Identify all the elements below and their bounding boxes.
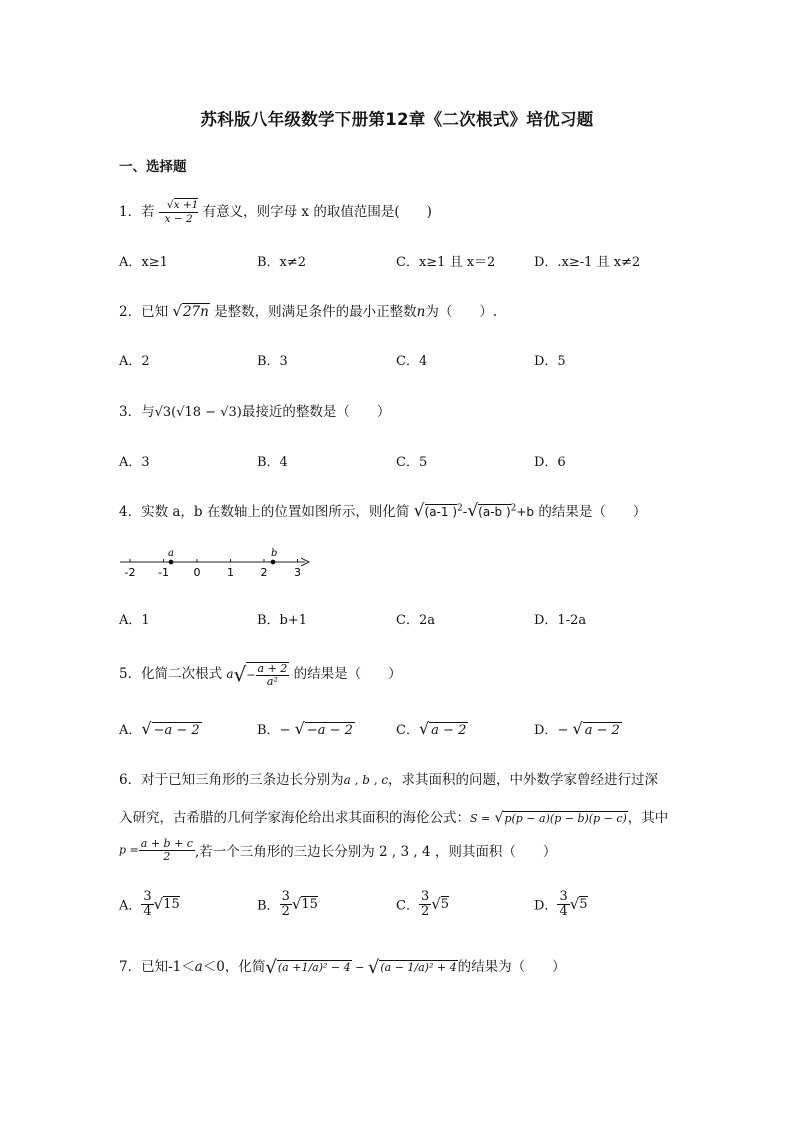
question-7: 7．已知-1＜a＜0，化简√(a +1/a)² − 4 − √(a − 1/a)² + 4的结果为（ ） [119, 957, 566, 978]
q6-option-a: A． $\frac{3}{4}$ √15 [119, 889, 180, 919]
q5-option-d: D．− √ a − 2 [534, 719, 620, 738]
q7-var: a [194, 959, 203, 975]
q1-option-c: C．x≥1 且 x＝2 [396, 255, 496, 270]
axis-tick-label: -1 [158, 566, 169, 579]
q3-option-d: D．6 [534, 455, 566, 470]
q5-coef: a [226, 667, 234, 682]
question-6-line-1: 6．对于已知三角形的三条边长分别为a , b , c，求其面积的问题，中外数学家曾经进行过深 [119, 772, 659, 788]
q7-radical-1: (a +1/a)² − 4 [277, 961, 351, 974]
q5-text-2: 的结果是（ ） [293, 666, 402, 683]
point-a-dot [169, 560, 174, 565]
page-title: 苏科版八年级数学下册第12章《二次根式》培优习题 [200, 110, 594, 129]
q2-number: 2．已知 [119, 304, 169, 320]
q4-option-c: C．2a [396, 613, 435, 628]
q4-option-a: A．1 [119, 613, 150, 628]
q1-option-a: A．x≥1 [119, 255, 168, 270]
q2-text-1: 是整数，则满足条件的最小正整数 [214, 304, 417, 320]
point-a-label: a [168, 548, 174, 559]
q1-number: 1．若 [119, 204, 155, 220]
q3-option-a: A．3 [119, 455, 150, 470]
q3-option-b: B．4 [257, 455, 288, 470]
q3-expression: √3(√18 − √3) [154, 405, 242, 420]
heron-formula: p(p − a)(p − b)(p − c) [504, 812, 627, 825]
q4-radical-1: (a-1 ) [424, 505, 458, 519]
point-b-label: b [271, 548, 278, 559]
axis-tick-label: 2 [260, 566, 268, 579]
q1-option-b: B．x≠2 [257, 255, 307, 270]
question-6-line-2: 入研究，古希腊的几何学家海伦给出求其面积的海伦公式：S = √p(p − a)(p − b)(p − c)，其中 [119, 810, 669, 826]
q2-option-a: A．2 [119, 354, 150, 369]
axis-tick-label: 1 [227, 566, 234, 579]
q4-option-b: B．b+1 [257, 613, 308, 628]
q5-option-a: A．√ −a − 2 [119, 719, 200, 738]
q2-var: n [416, 304, 426, 320]
q3-number: 3．与 [119, 404, 155, 420]
axis-tick-label: 3 [294, 566, 301, 579]
q4-text-2: 的结果是（ ） [538, 504, 647, 520]
question-5: 5．化简二次根式 a√− $\frac{a + 2}{\text{a²}}$ 的结果是（ ） [119, 662, 402, 688]
q5-fraction: $\frac{a + 2}{\text{a²}}$ [257, 662, 288, 688]
axis-tick-label: -2 [124, 566, 136, 579]
q6-option-b: B． $\frac{3}{2}$ √15 [257, 889, 318, 919]
number-line [115, 542, 315, 582]
question-6-line-3: p = $\frac{a + b + c}{2}$ ,若一个三角形的三边长分别为 2 , 3 , 4 ，则其面积（ ） [119, 837, 557, 863]
q1-option-d: D．.x≥-1 且 x≠2 [534, 255, 641, 270]
q3-option-c: C．5 [396, 455, 428, 470]
q6-vars: a , b , c [343, 773, 389, 787]
q4-text-1: 4．实数 a，b 在数轴上的位置如图所示，则化简 [119, 504, 410, 520]
section-heading: 一、选择题 [119, 159, 187, 175]
q6-option-c: C． $\frac{3}{2}$ √5 [396, 889, 450, 919]
q6-p-fraction: $\frac{a + b + c}{2}$ [140, 837, 193, 863]
axis-tick-label: 0 [193, 566, 201, 579]
point-b-dot [271, 560, 276, 565]
q5-option-c: C．√ a − 2 [396, 719, 467, 738]
q2-option-b: B．3 [257, 354, 288, 369]
q2-option-c: C．4 [396, 354, 428, 369]
q1-fraction: $\frac{√x +1}{x - 2}$ [159, 199, 198, 226]
question-4: 4．实数 a，b 在数轴上的位置如图所示，则化简 √(a-1 )$^2$-√(a-b )$^2$+b 的结果是（ ） [119, 501, 647, 521]
question-3 [119, 400, 390, 420]
q4-radical-2: (a-b ) [478, 505, 511, 519]
q7-radical-2: (a − 1/a)² + 4 [380, 961, 457, 974]
q4-option-d: D．1-2a [534, 613, 587, 628]
q2-radicand: 27n [182, 304, 209, 320]
q1-frac-numerator: x +1 [173, 199, 199, 211]
q1-frac-denominator: x − 2 [159, 212, 198, 226]
q1-text: 有意义，则字母 x 的取值范围是( ) [202, 204, 432, 220]
question-2 [119, 300, 497, 320]
q6-option-d: D． $\frac{3}{4}$ √5 [534, 889, 588, 919]
q3-text: 最接近的整数是（ ） [241, 404, 391, 420]
question-1 [119, 199, 432, 226]
q2-option-d: D．5 [534, 354, 566, 369]
q5-option-b: B．− √ −a − 2 [257, 719, 353, 738]
q5-text-1: 5．化简二次根式 [119, 666, 223, 683]
q2-text-2: 为（ ）. [425, 304, 498, 320]
q2-sqrt-sign: √ [172, 302, 182, 320]
